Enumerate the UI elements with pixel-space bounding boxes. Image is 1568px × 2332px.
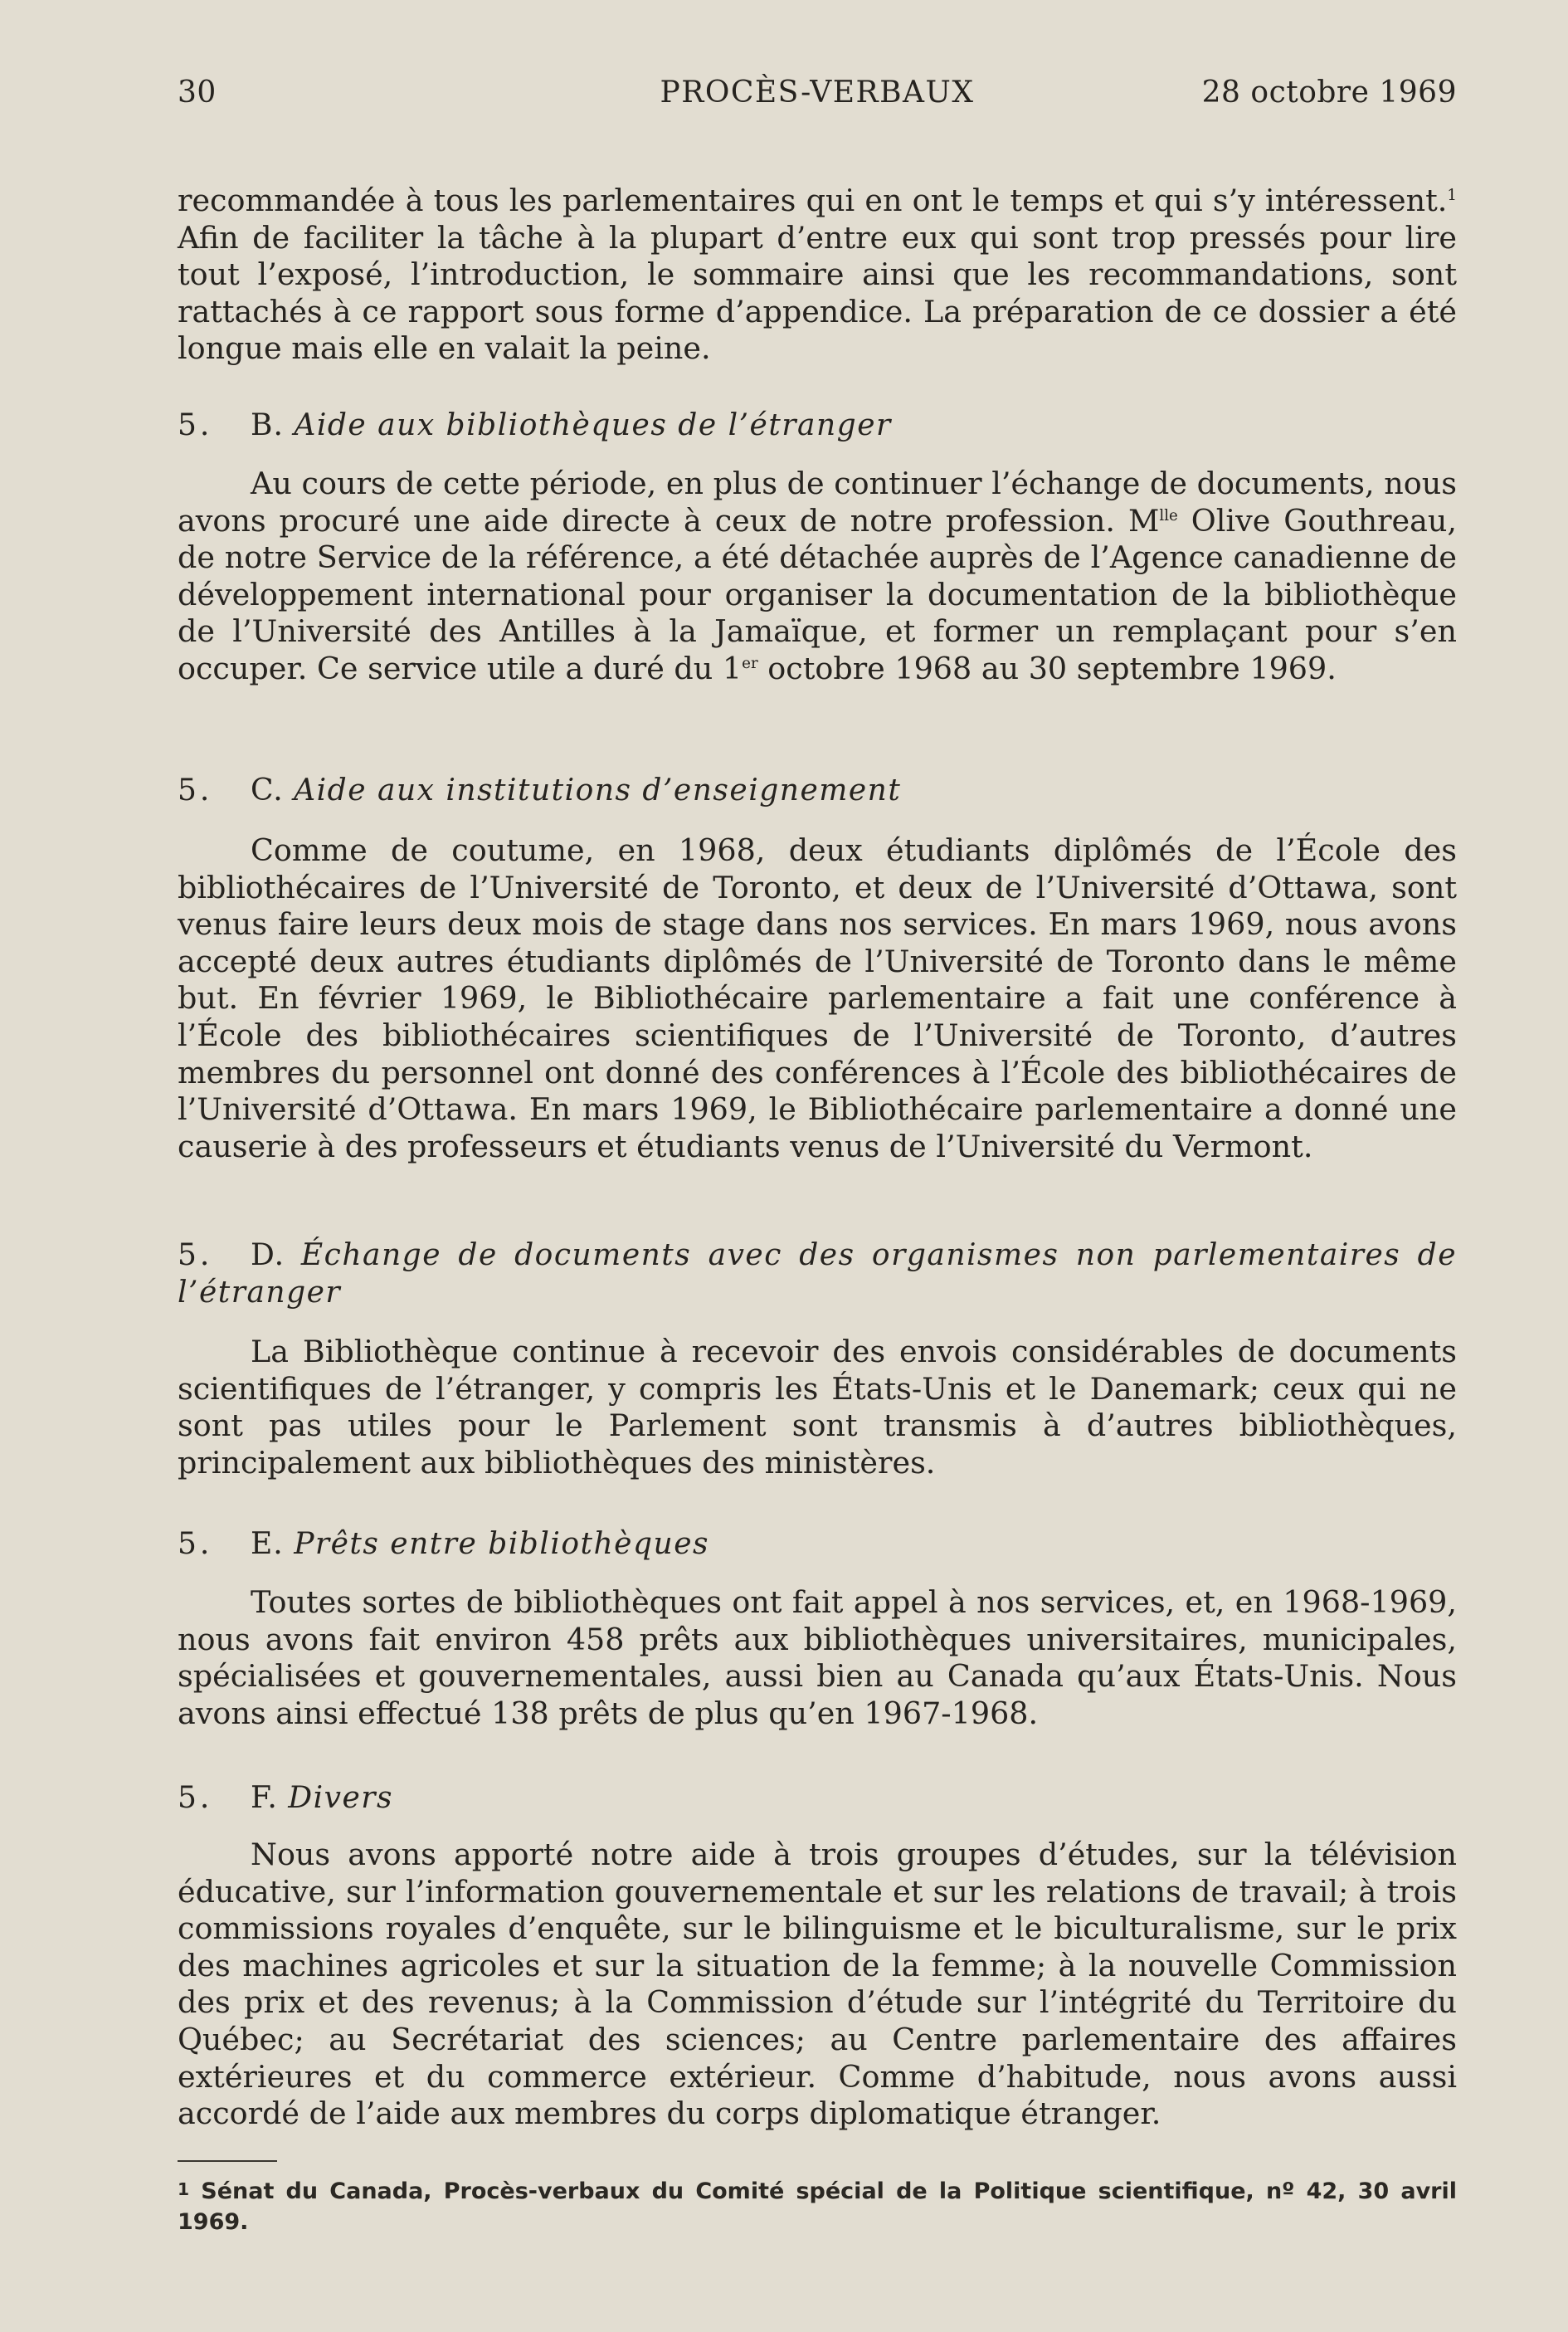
section-b-superscript-1: lle	[1159, 506, 1178, 524]
section-d-number: 5.	[178, 1238, 213, 1272]
footnote-divider	[178, 2160, 277, 2162]
section-c-title: Aide aux institutions d’enseignement	[294, 773, 902, 807]
section-d-heading	[178, 1237, 1457, 1311]
section-e-heading	[178, 1526, 1457, 1564]
section-b-title: Aide aux bibliothèques de l’étranger	[294, 408, 892, 442]
section-b-text-part2: Olive Gouthreau, de notre Service de la référence, a été détachée auprès de l’Agence canadienne de développement international pour organiser la documentation de la bibliothèque de l’Université des Antilles à la Jamaïque, et former un remplaçant pour s’en occuper. Ce service utile a duré du 1	[178, 502, 1457, 686]
section-c-number: 5.	[178, 773, 213, 807]
intro-text-part2: Afin de faciliter la tâche à la plupart d’entre eux qui sont trop pressés pour lire tout l’exposé, l’introduction, le sommaire ainsi que les recommandations, sont rattachés à ce rapport sous forme d’appendice. La préparation de ce dossier a été longue mais elle en valait la peine.	[178, 219, 1457, 367]
section-b-text-part3: octobre 1968 au 30 septembre 1969.	[757, 650, 1337, 686]
header-date: 28 octobre 1969	[1201, 76, 1457, 110]
section-c-paragraph: Comme de coutume, en 1968, deux étudiants diplômés de l’École des bibliothécaires de l’Université de Toronto, et deux de l’Université d’Ottawa, sont venus faire leurs deux mois de stage dans nos services. En mars 1969, nous avons accepté deux autres étudiants diplômés de l’Université de Toronto dans le même but. En février 1969, le Bibliothécaire parlementaire a fait une conférence à l’École des bibliothécaires scientifiques de l’Université de Toronto, d’autres membres du personnel ont donné des conférences à l’École des bibliothécaires de l’Université d’Ottawa. En mars 1969, le Bibliothécaire parlementaire a donné une causerie à des professeurs et étudiants venus de l’Université du Vermont.	[178, 832, 1457, 1164]
section-d-paragraph: La Bibliothèque continue à recevoir des envois considérables de documents scientifiques de l’étranger, y compris les États-Unis et le Danemark; ceux qui ne sont pas utiles pour le Parlement sont transmis à d’autres bibliothèques, principalement aux bibliothèques des ministères.	[178, 1334, 1457, 1481]
section-d-title: Échange de documents avec des organismes non parlementaires de l’étranger	[178, 1238, 1457, 1310]
section-c-letter: C.	[251, 773, 284, 807]
section-e-number: 5.	[178, 1527, 213, 1561]
page-number: 30	[178, 76, 217, 110]
running-title: PROCÈS-VERBAUX	[660, 76, 975, 110]
section-b-letter: B.	[251, 408, 284, 442]
section-f-number: 5.	[178, 1781, 213, 1815]
section-f-title: Divers	[288, 1781, 393, 1815]
section-b-superscript-2: er	[742, 654, 758, 672]
footnote-mark: 1	[178, 2179, 190, 2199]
section-b-number: 5.	[178, 408, 213, 442]
footnote	[178, 2174, 1457, 2237]
section-f-paragraph: Nous avons apporté notre aide à trois groupes d’études, sur la télévision éducative, sur l’information gouvernementale et sur les relations de travail; à trois commissions royales d’enquête, sur le bilinguisme et le biculturalisme, sur le prix des machines agricoles et sur la situation de la femme; à la nouvelle Commission des prix et des revenus; à la Commission d’étude sur l’intégrité du Territoire du Québec; au Secrétariat des sciences; au Centre parlementaire des affaires extérieures et du commerce extérieur. Comme d’habitude, nous avons aussi accordé de l’aide aux membres du corps diplomatique étranger.	[178, 1837, 1457, 2132]
intro-paragraph	[178, 183, 1457, 368]
running-header	[178, 73, 1457, 113]
section-b-paragraph	[178, 466, 1457, 688]
section-f-heading	[178, 1780, 1457, 1817]
section-d-letter: D.	[251, 1238, 285, 1272]
section-f-letter: F.	[251, 1781, 278, 1815]
footnote-reference: 1	[1447, 186, 1457, 204]
section-e-paragraph: Toutes sortes de bibliothèques ont fait appel à nos services, et, en 1968-1969, nous avons fait environ 458 prêts aux bibliothèques universitaires, municipales, spécialisées et gouvernementales, aussi bien au Canada qu’aux États-Unis. Nous avons ainsi effectué 138 prêts de plus qu’en 1967-1968.	[178, 1584, 1457, 1731]
intro-text-part1: recommandée à tous les parlementaires qui en ont le temps et qui s’y intéressent.	[178, 183, 1448, 218]
section-e-title: Prêts entre bibliothèques	[294, 1527, 709, 1561]
section-e-letter: E.	[251, 1527, 284, 1561]
footnote-text: Sénat du Canada, Procès-verbaux du Comité spécial de la Politique scientifique, nº 42, 30 avril 1969.	[178, 2178, 1457, 2235]
section-c-heading	[178, 773, 1457, 810]
section-b-heading	[178, 407, 1457, 445]
section-b-text-part1: Au cours de cette période, en plus de continuer l’échange de documents, nous avons procuré une aide directe à ceux de notre profession. M	[178, 466, 1457, 539]
